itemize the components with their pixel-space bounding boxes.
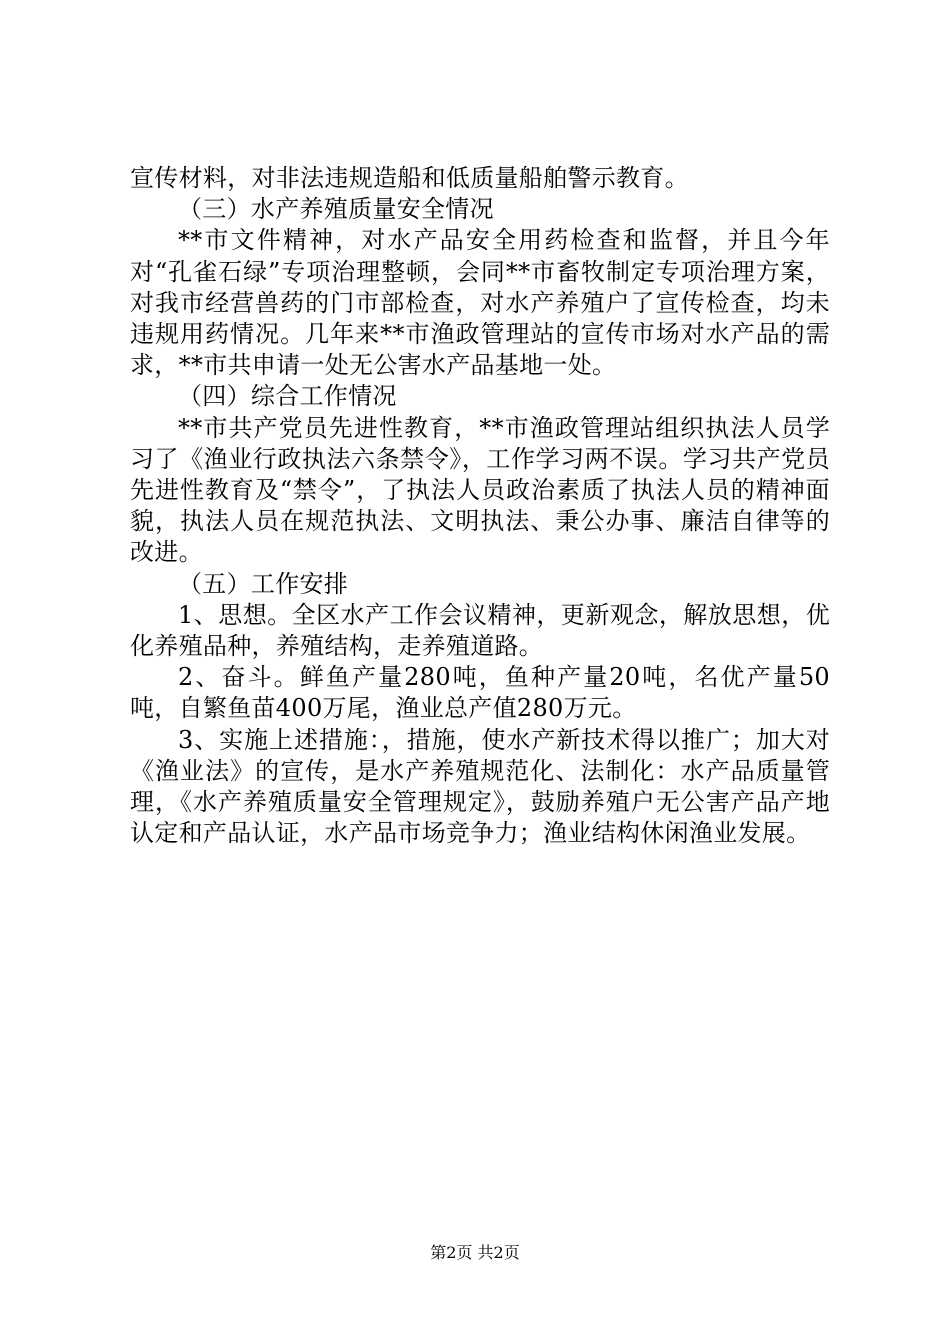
section-heading-4: （四）综合工作情况 bbox=[178, 382, 397, 411]
section-heading-5: （五）工作安排 bbox=[178, 569, 349, 598]
paragraph-comprehensive-work: **市共产党员先进性教育，**市渔政管理站组织执法人员学习了《渔业行政执法六条禁令》，工作学习两不误。学习共产党员先进性教育及“禁令”，了执法人员政治素质了执法人员的精神面貌，执法人员在规范执法、文明执法、秉公办事、廉洁自律等的改进。 bbox=[130, 413, 830, 567]
paragraph-item-2: 2、奋斗。鲜鱼产量280吨，鱼种产量20吨，名优产量50吨，自繁鱼苗400万尾，渔业总产值280万元。 bbox=[130, 663, 830, 723]
document-body bbox=[130, 163, 830, 849]
paragraph-item-3: 3、实施上述措施：，措施，使水产新技术得以推广；加大对《渔业法》的宣传，是水产养殖规范化、法制化：水产品质量管理，《水产养殖质量安全管理规定》，鼓励养殖户无公害产品产地认定和产品认证，水产品市场竞争力；渔业结构休闲渔业发展。 bbox=[130, 725, 830, 848]
page-footer: 第2页 共2页 bbox=[430, 1243, 520, 1262]
paragraph-aquaculture-safety: **市文件精神，对水产品安全用药检查和监督，并且今年对“孔雀石绿”专项治理整顿，会同**市畜牧制定专项治理方案，对我市经营兽药的门市部检查，对水产养殖户了宣传检查，均未违规用药情况。几年来**市渔政管理站的宣传市场对水产品的需求，**市共申请一处无公害水产品基地一处。 bbox=[130, 226, 830, 380]
paragraph-item-1: 1、思想。全区水产工作会议精神，更新观念，解放思想，优化养殖品种，养殖结构，走养殖道路。 bbox=[130, 600, 830, 661]
paragraph-continued: 宣传材料，对非法违规造船和低质量船舶警示教育。 bbox=[130, 164, 689, 192]
section-heading-3: （三）水产养殖质量安全情况 bbox=[178, 195, 494, 224]
